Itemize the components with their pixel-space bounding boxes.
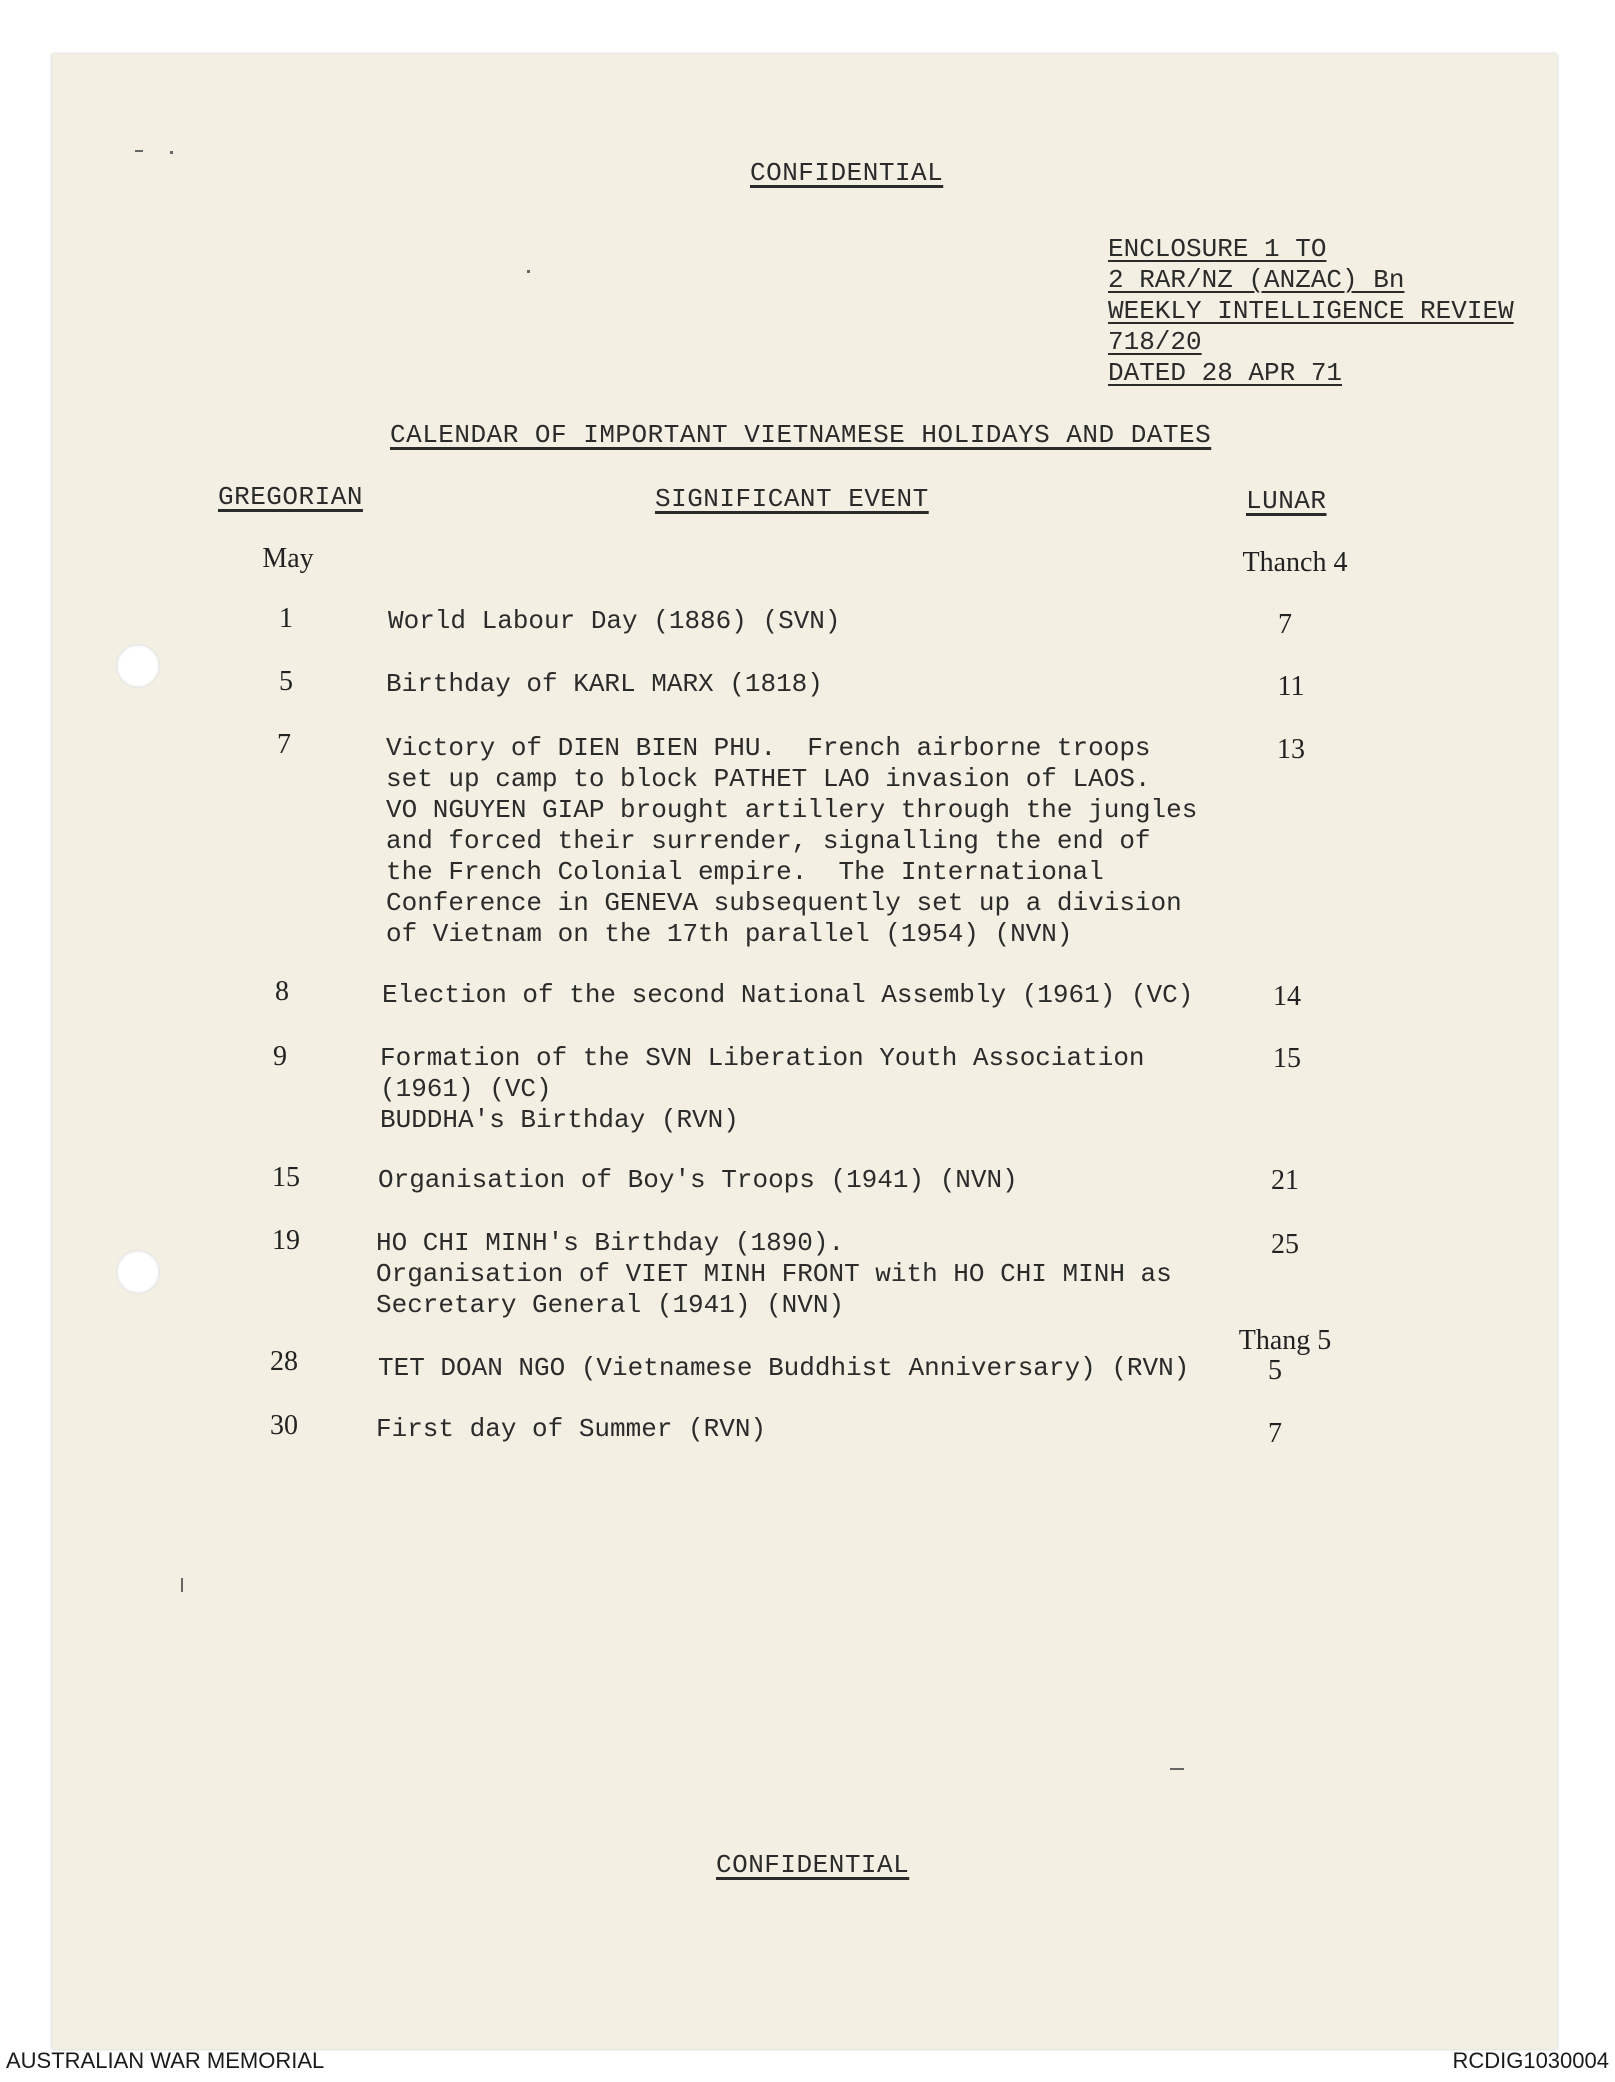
punch-hole-bottom bbox=[116, 1250, 160, 1294]
paper-speck bbox=[170, 151, 173, 154]
row-event: Birthday of KARL MARX (1818) bbox=[386, 669, 823, 699]
enclosure-line-1: ENCLOSURE 1 TO bbox=[1108, 234, 1327, 264]
row-day: 9 bbox=[273, 1041, 287, 1072]
paper-speck bbox=[1170, 1768, 1184, 1770]
enclosure-line-3: WEEKLY INTELLIGENCE REVIEW bbox=[1108, 296, 1514, 326]
column-header-event: SIGNIFICANT EVENT bbox=[655, 484, 929, 514]
row-day: 5 bbox=[279, 666, 293, 697]
month-lunar: Thanch 4 bbox=[1242, 547, 1348, 578]
row-event: HO CHI MINH's Birthday (1890). Organisation of VIET MINH FRONT with HO CHI MINH as Secretary General (1941) (NVN) bbox=[376, 1228, 1172, 1320]
enclosure-line-4: 718/20 bbox=[1108, 327, 1202, 357]
footer-reference-id: RCDIG1030004 bbox=[1452, 2048, 1609, 2073]
row-event: Formation of the SVN Liberation Youth Association (1961) (VC) BUDDHA's Birthday (RVN) bbox=[380, 1043, 1145, 1135]
month-gregorian: May bbox=[262, 543, 314, 574]
row-day: 1 bbox=[279, 603, 293, 634]
row-lunar: 7 bbox=[1268, 1418, 1282, 1449]
column-header-lunar: LUNAR bbox=[1246, 486, 1327, 516]
row-event: Election of the second National Assembly (1961) (VC) bbox=[382, 980, 1194, 1010]
row-day: 7 bbox=[277, 729, 291, 760]
punch-hole-top bbox=[116, 644, 160, 688]
row-event: First day of Summer (RVN) bbox=[376, 1414, 767, 1444]
enclosure-line-5: DATED 28 APR 71 bbox=[1108, 358, 1343, 388]
lunar-month-change: Thang 5 bbox=[1238, 1325, 1332, 1356]
row-day: 8 bbox=[275, 976, 289, 1007]
row-event: TET DOAN NGO (Vietnamese Buddhist Anniversary) (RVN) bbox=[378, 1353, 1190, 1383]
row-day: 30 bbox=[270, 1410, 298, 1441]
row-lunar: 5 bbox=[1268, 1355, 1282, 1386]
classification-top: CONFIDENTIAL bbox=[750, 158, 944, 188]
row-day: 19 bbox=[272, 1225, 300, 1256]
row-lunar: 11 bbox=[1277, 671, 1305, 702]
row-event: Organisation of Boy's Troops (1941) (NVN) bbox=[378, 1165, 1018, 1195]
row-lunar: 25 bbox=[1271, 1229, 1299, 1260]
row-event: Victory of DIEN BIEN PHU. French airborne troops set up camp to block PATHET LAO invasion of LAOS. VO NGUYEN GIAP brought artillery through the jungles and forced their surrender, signalling the end of the French Colonial empire. The International Conference in GENEVA subsequently set up a division of Vietnam on the 17th parallel (1954) (NVN) bbox=[386, 733, 1198, 949]
classification-bottom: CONFIDENTIAL bbox=[716, 1850, 910, 1880]
row-day: 15 bbox=[272, 1162, 300, 1193]
row-lunar: 13 bbox=[1277, 734, 1305, 765]
row-lunar: 14 bbox=[1273, 981, 1301, 1012]
enclosure-line-2: 2 RAR/NZ (ANZAC) Bn bbox=[1108, 265, 1405, 295]
document-title: CALENDAR OF IMPORTANT VIETNAMESE HOLIDAYS AND DATES bbox=[390, 420, 1212, 450]
row-lunar: 21 bbox=[1271, 1165, 1299, 1196]
footer-institution: AUSTRALIAN WAR MEMORIAL bbox=[6, 2048, 325, 2073]
column-header-gregorian: GREGORIAN bbox=[218, 482, 363, 512]
row-lunar: 15 bbox=[1273, 1043, 1301, 1074]
paper-speck bbox=[181, 1578, 183, 1592]
row-lunar: 7 bbox=[1278, 609, 1292, 640]
paper-speck bbox=[527, 270, 530, 273]
row-event: World Labour Day (1886) (SVN) bbox=[388, 606, 841, 636]
paper-speck bbox=[135, 150, 143, 152]
row-day: 28 bbox=[270, 1346, 298, 1377]
